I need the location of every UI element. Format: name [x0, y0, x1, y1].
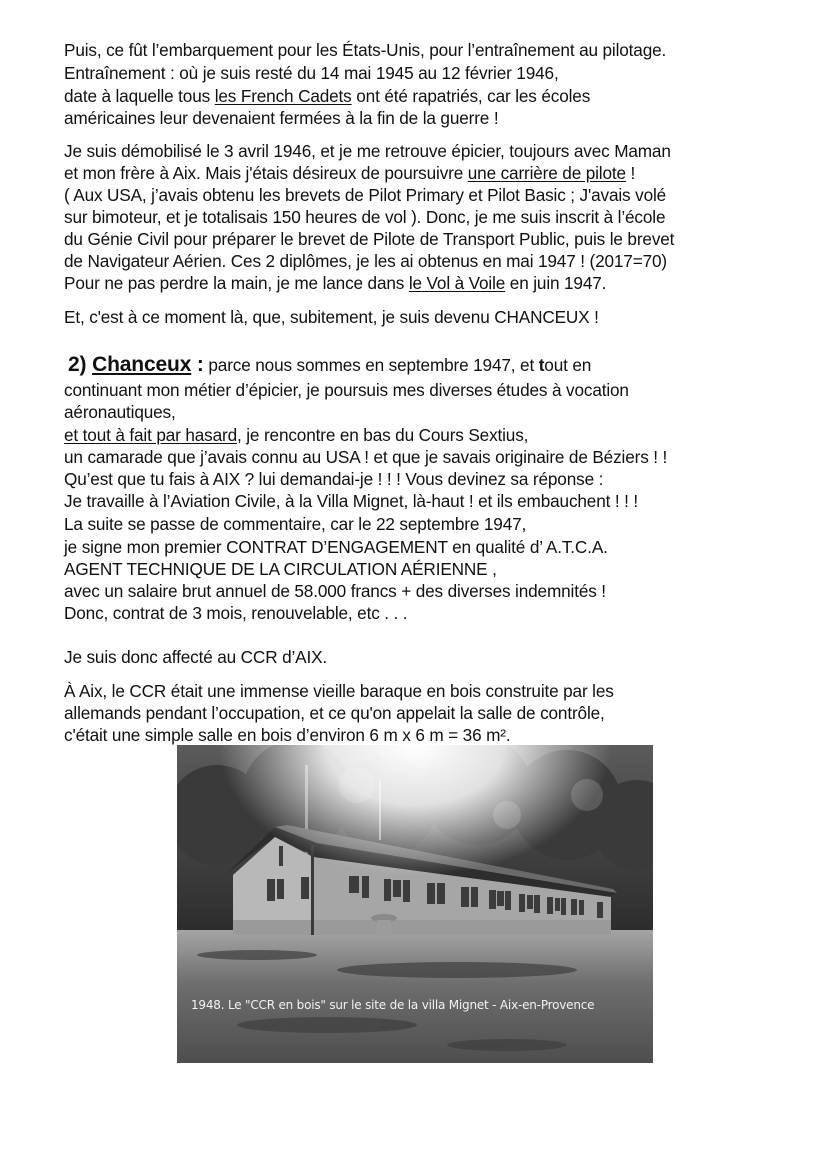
s2-line5: un camarade que j’avais connu au USA ! et que je savais originaire de Béziers ! ! [64, 447, 668, 467]
vol-a-voile-underlined: le Vol à Voile [408, 273, 506, 293]
ccr-building-photo [177, 745, 653, 1063]
p4-line1: Je suis donc affecté au CCR d’AIX. [64, 647, 328, 667]
s2-line9: je signe mon premier CONTRAT D’ENGAGEMENT en qualité d’ A.T.C.A. [64, 537, 608, 557]
p1-line3 [64, 86, 590, 107]
p1-line1: Puis, ce fût l’embarquement pour les États-Unis, pour l’entraînement au pilotage. [64, 40, 667, 60]
par-hasard-underlined: et tout à fait par hasard [64, 425, 238, 445]
p2-line4: sur bimoteur, et je totalisais 150 heures de vol ). Donc, je me suis inscrit à l’école [64, 207, 666, 227]
p5-line3: c'était une simple salle en bois d’environ 6 m x 6 m = 36 m². [64, 725, 511, 745]
p5-line2: allemands pendant l’occupation, et ce qu'on appelait la salle de contrôle, [64, 703, 605, 723]
s2-line3: aéronautiques, [64, 402, 176, 422]
photo-drawing [177, 745, 653, 1063]
p2-line1: Je suis démobilisé le 3 avril 1946, et je me retrouve épicier, toujours avec Maman [64, 141, 671, 161]
section2-heading-line [68, 354, 591, 376]
section2-colon: : [191, 353, 204, 376]
p2-line2-post: ! [625, 163, 636, 183]
s2-line12: Donc, contrat de 3 mois, renouvelable, etc . . . [64, 603, 408, 623]
section2-title: Chanceux [92, 353, 192, 376]
section2-number: 2) [68, 353, 93, 376]
p3-line1: Et, c'est à ce moment là, que, subitement, je suis devenu CHANCEUX ! [64, 307, 599, 327]
p2-line7-post: en juin 1947. [505, 273, 607, 293]
p5-line1: À Aix, le CCR était une immense vieille baraque en bois construite par les [64, 681, 614, 701]
photo-caption: 1948. Le "CCR en bois" sur le site de la villa Mignet - Aix-en-Provence [191, 998, 595, 1012]
p2-line7-pre: Pour ne pas perdre la main, je me lance dans [64, 273, 409, 293]
section2-line1-pre: parce nous sommes en septembre 1947, et [203, 355, 539, 375]
s2-line7: Je travaille à l’Aviation Civile, à la Villa Mignet, là-haut ! et ils embauchent ! ! ! [64, 491, 638, 511]
p1-line3-pre: date à laquelle tous [64, 86, 215, 106]
s2-line8: La suite se passe de commentaire, car le 22 septembre 1947, [64, 514, 527, 534]
p2-line5: du Génie Civil pour préparer le brevet de Pilote de Transport Public, puis le brevet [64, 229, 675, 249]
p2-line7 [64, 273, 606, 294]
s2-line11: avec un salaire brut annuel de 58.000 francs + des diverses indemnités ! [64, 581, 606, 601]
s2-line4-post: , je rencontre en bas du Cours Sextius, [237, 425, 529, 445]
s2-line2: continuant mon métier d’épicier, je poursuis mes diverses études à vocation [64, 380, 629, 400]
carriere-pilote-underlined: une carrière de pilote [467, 163, 626, 183]
p1-line3-post: ont été rapatriés, car les écoles [351, 86, 591, 106]
s2-line6: Qu’est que tu fais à AIX ? lui demandai-je ! ! ! Vous devinez sa réponse : [64, 469, 604, 489]
section2-line1-post: out en [544, 355, 592, 375]
s2-line10: AGENT TECHNIQUE DE LA CIRCULATION AÉRIENNE , [64, 559, 497, 579]
p2-line2 [64, 163, 635, 184]
p1-line2: Entraînement : où je suis resté du 14 mai 1945 au 12 février 1946, [64, 63, 559, 83]
p2-line2-pre: et mon frère à Aix. Mais j'étais désireux de poursuivre [64, 163, 468, 183]
french-cadets-underlined: les French Cadets [214, 86, 352, 106]
p1-line4: américaines leur devenaient fermées à la fin de la guerre ! [64, 108, 499, 128]
p2-line6: de Navigateur Aérien. Ces 2 diplômes, je les ai obtenus en mai 1947 ! (2017=70) [64, 251, 667, 271]
s2-line4 [64, 425, 528, 446]
p2-line3: ( Aux USA, j’avais obtenu les brevets de Pilot Primary et Pilot Basic ; J'avais volé [64, 185, 667, 205]
vignette-fade [177, 745, 653, 1063]
section2-line1-bold: t [538, 355, 545, 375]
